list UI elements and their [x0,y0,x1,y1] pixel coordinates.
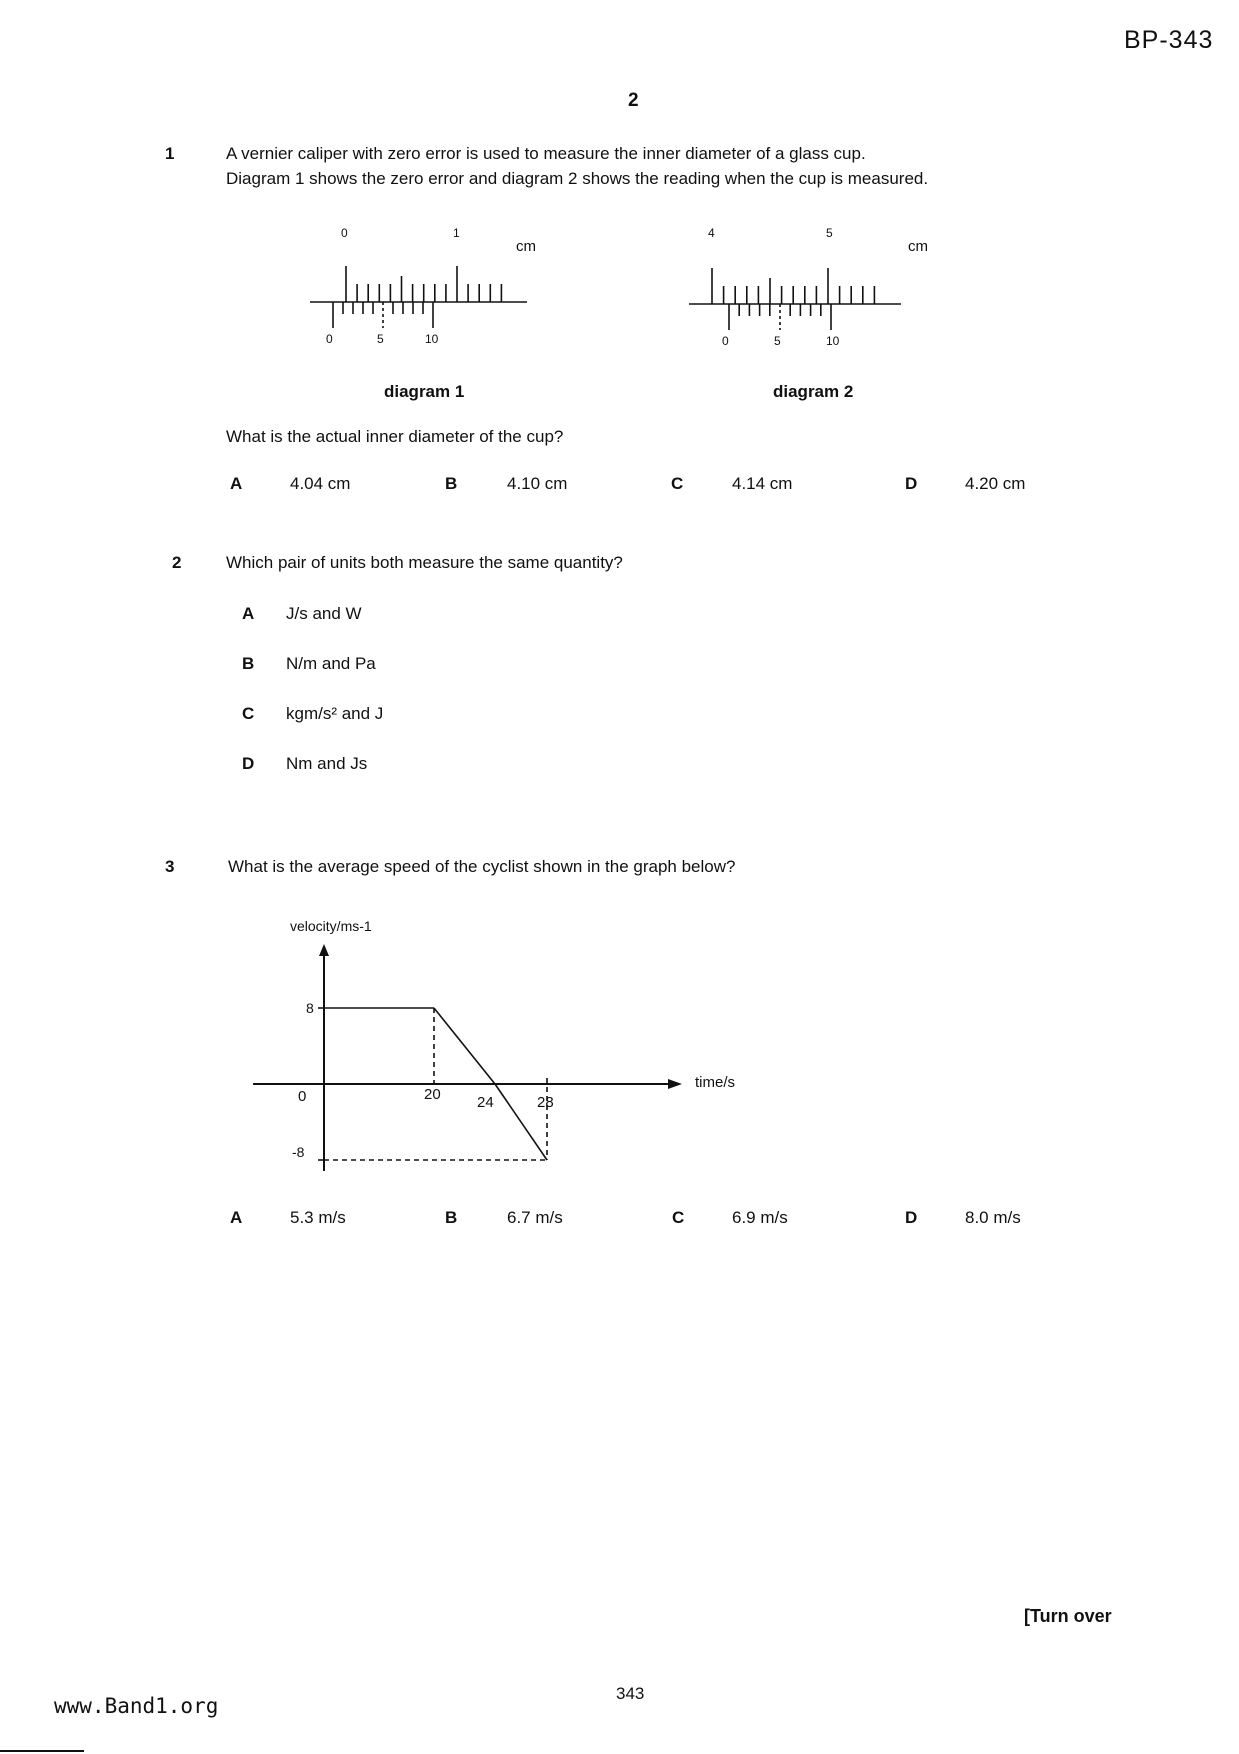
vernier-label: 10 [826,334,840,348]
option-letter[interactable]: A [230,1208,243,1227]
question-text: Diagram 1 shows the zero error and diagram 2 shows the reading when the cup is measured. [226,169,929,188]
diagram-caption: diagram 2 [773,382,854,401]
x-axis-arrow [668,1079,682,1089]
main-scale-label: 5 [826,226,833,240]
x-tick-label: 20 [424,1086,441,1103]
option-text[interactable]: N/m and Pa [286,654,376,673]
page-code: 343 [616,1684,645,1703]
vernier-label: 5 [377,332,384,346]
option-letter[interactable]: B [242,654,255,673]
option-letter[interactable]: A [230,474,243,493]
question-text: Which pair of units both measure the same quantity? [226,553,623,572]
main-scale-label: 0 [341,226,348,240]
turn-over-note: [Turn over [1024,1606,1112,1626]
option-text[interactable]: 5.3 m/s [290,1208,346,1227]
y-tick-label: -8 [292,1144,305,1160]
question-number: 3 [165,857,175,876]
question-text: What is the average speed of the cyclist shown in the graph below? [228,857,736,876]
diagram-caption: diagram 1 [384,382,465,401]
x-tick-label: 0 [298,1088,307,1105]
main-scale-label: 4 [708,226,715,240]
option-letter[interactable]: D [905,474,918,493]
velocity-line-segment [434,1008,495,1084]
option-text[interactable]: 4.14 cm [732,474,793,493]
vernier-label: 0 [722,334,729,348]
question-number: 2 [172,553,182,572]
vernier-label: 5 [774,334,781,348]
option-letter[interactable]: A [242,604,255,623]
option-letter[interactable]: B [445,474,458,493]
option-letter[interactable]: C [672,1208,685,1227]
option-text[interactable]: 6.9 m/s [732,1208,788,1227]
option-text[interactable]: 6.7 m/s [507,1208,563,1227]
option-text[interactable]: 4.04 cm [290,474,351,493]
x-tick-label: 24 [477,1094,494,1111]
question-text: A vernier caliper with zero error is used to measure the inner diameter of a glass cup. [226,144,866,163]
option-letter[interactable]: B [445,1208,458,1227]
option-text[interactable]: 4.10 cm [507,474,568,493]
option-text[interactable]: 8.0 m/s [965,1208,1021,1227]
option-text[interactable]: Nm and Js [286,754,368,773]
unit-label: cm [516,238,536,255]
option-text[interactable]: kgm/s² and J [286,704,384,723]
y-axis-label: velocity/ms-1 [290,918,372,934]
option-letter[interactable]: D [242,754,255,773]
paper-code: BP-343 [1124,26,1214,54]
unit-label: cm [908,238,928,255]
question-prompt: What is the actual inner diameter of the cup? [226,427,564,446]
x-tick-label: 28 [537,1094,554,1111]
page-number: 2 [628,90,639,111]
option-letter[interactable]: C [671,474,684,493]
option-letter[interactable]: C [242,704,255,723]
x-axis-label: time/s [695,1074,736,1091]
option-letter[interactable]: D [905,1208,918,1227]
option-text[interactable]: J/s and W [286,604,362,623]
footer-rule [0,1750,84,1752]
y-tick-label: 8 [306,1000,314,1016]
vernier-label: 0 [326,332,333,346]
website-watermark: www.Band1.org [54,1694,219,1718]
question-number: 1 [165,144,175,163]
option-text[interactable]: 4.20 cm [965,474,1026,493]
main-scale-label: 1 [453,226,460,240]
y-axis-arrow [319,944,329,956]
vernier-label: 10 [425,332,439,346]
